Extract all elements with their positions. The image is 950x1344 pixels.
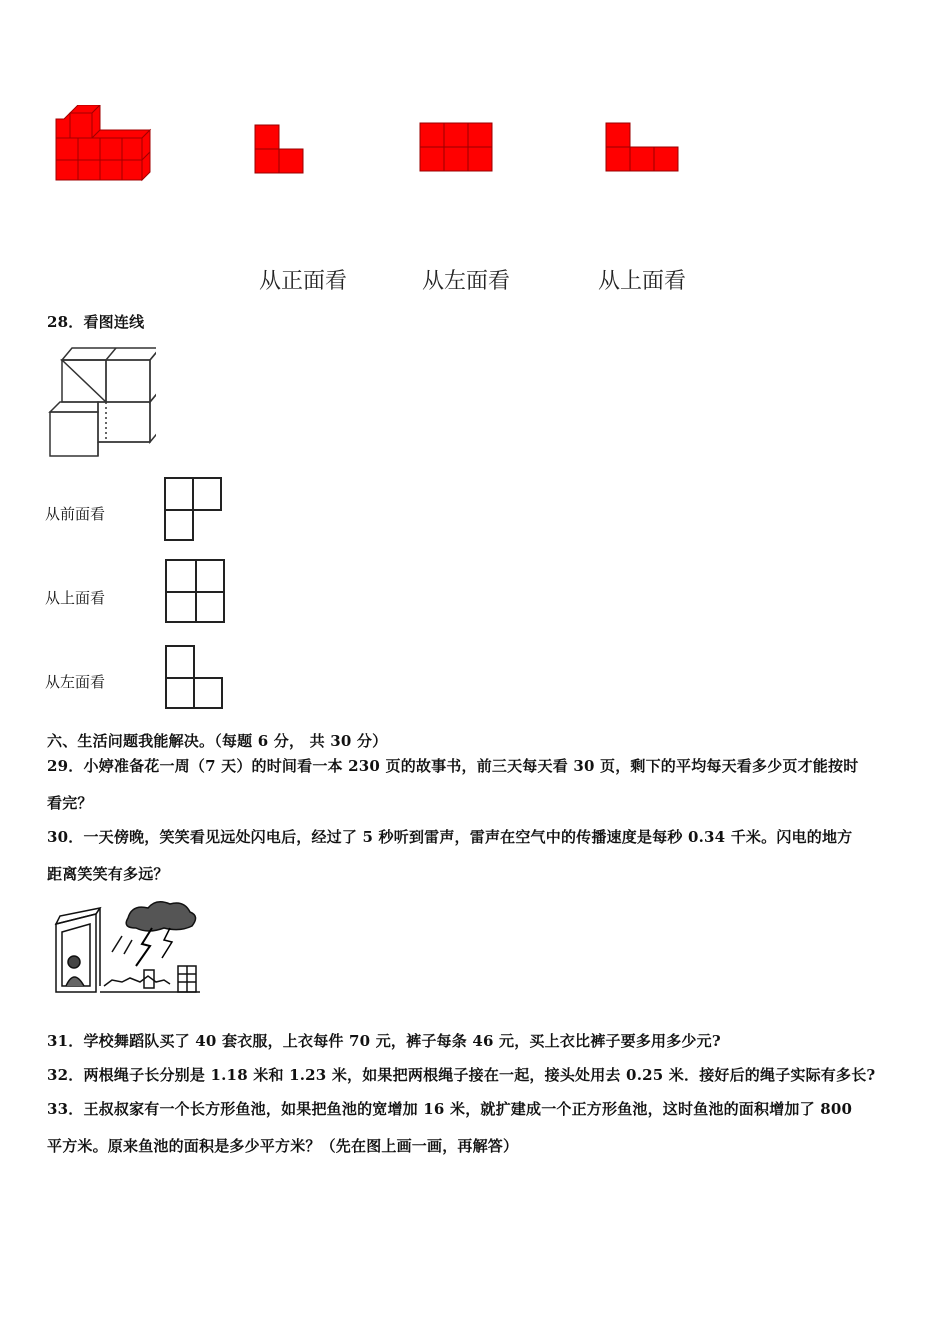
q28-view-shape-left — [164, 644, 226, 712]
q31-line-1: 31．学校舞蹈队买了 40 套衣服，上衣每件 70 元，裤子每条 46 元，买上衣比裤子要多用多少元? — [47, 1032, 721, 1050]
top-view-shape — [605, 122, 681, 174]
red-cube-solid-figure — [50, 105, 155, 187]
q28-label-top: 从上面看 — [45, 589, 106, 607]
q28-view-shape-front — [163, 476, 225, 544]
q33-line-1: 33．王叔叔家有一个长方形鱼池，如果把鱼池的宽增加 16 米，就扩建成一个正方形鱼池，这时鱼池的面积增加了 800 — [47, 1100, 853, 1118]
q28-title: 28．看图连线 — [47, 313, 145, 331]
q33-line-2: 平方米。原来鱼池的面积是多少平方米？（先在图上画一画，再解答） — [47, 1137, 519, 1155]
q32-line-1: 32．两根绳子长分别是 1.18 米和 1.23 米，如果把两根绳子接在一起，接头处用去 0.25 米．接好后的绳子实际有多长? — [47, 1066, 876, 1084]
view-label-front: 从正面看 — [259, 269, 348, 294]
view-label-left: 从左面看 — [422, 269, 511, 294]
left-view-shape — [419, 122, 495, 174]
q29-line-2: 看完？ — [47, 794, 93, 812]
front-view-shape — [254, 124, 306, 176]
q29-line-1: 29．小婷准备花一周（7 天）的时间看一本 230 页的故事书，前三天每天看 30 页，剩下的平均每天看多少页才能按时 — [47, 757, 859, 775]
q28-label-left: 从左面看 — [45, 673, 106, 691]
q30-line-1: 30．一天傍晚，笑笑看见远处闪电后，经过了 5 秒听到雷声，雷声在空气中的传播速度是每秒 0.34 千米。闪电的地方 — [47, 828, 853, 846]
view-label-top: 从上面看 — [598, 269, 687, 294]
q28-label-front: 从前面看 — [45, 505, 106, 523]
line-drawing-cube-figure — [46, 344, 156, 460]
lightning-window-illustration — [52, 896, 202, 996]
q28-view-shape-top — [164, 558, 228, 628]
q30-line-2: 距离笑笑有多远？ — [47, 865, 169, 883]
section-6-title: 六、生活问题我能解决。（每题 6 分， 共 30 分） — [47, 732, 388, 750]
